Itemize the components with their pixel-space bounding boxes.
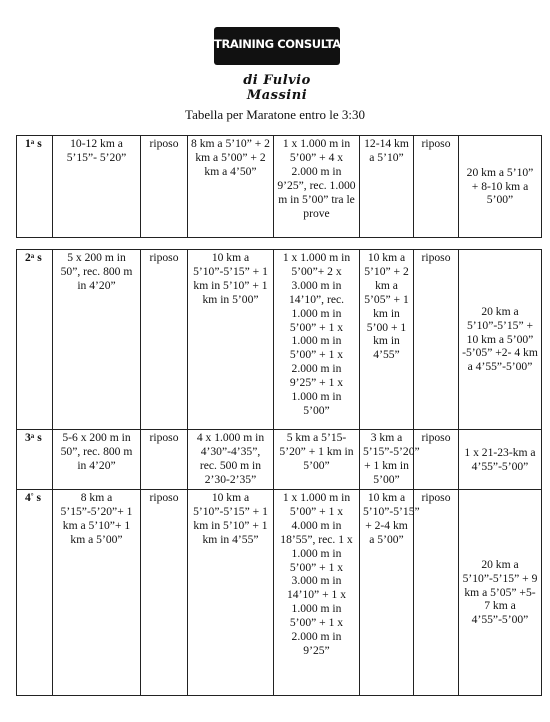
- day-1-cell: 8 km a 5’15”-5’20”+ 1 km a 5’10”+ 1 km a 5’00”: [53, 490, 141, 696]
- day-1-cell: 5-6 x 200 m in 50”, rec. 800 m in 4’20”: [53, 430, 141, 490]
- table-row: [17, 136, 542, 238]
- week-label: 1$^a$ s: [17, 136, 53, 238]
- week-label: 2$^a$ s: [17, 250, 53, 430]
- day-4-cell: 5 km a 5’15-5’20” + 1 km in 5’00”: [274, 430, 360, 490]
- day-3-cell: 10 km a 5’10”-5’15” + 1 km in 5’10” + 1 km in 4’55”: [188, 490, 274, 696]
- day-2-cell: riposo: [141, 430, 188, 490]
- day-5-cell: 3 km a 5’15”-5’20” + 1 km in 5’00”: [360, 430, 414, 490]
- day-6-cell: riposo: [414, 136, 459, 238]
- day-7-cell: 20 km a 5’10”-5’15” + 9 km a 5’05” +5- 7 km a 4’55”-5’00”: [459, 490, 542, 696]
- table-row: [17, 490, 542, 696]
- day-5-cell: 10 km a 5’10”-5’15” + 2-4 km a 5’00”: [360, 490, 414, 696]
- weeks-2-4-table: [16, 249, 542, 696]
- day-6-cell: riposo: [414, 250, 459, 430]
- logo-brand: TRAINING CONSULTANT: [214, 37, 358, 51]
- table-row: [17, 430, 542, 490]
- day-6-cell: riposo: [414, 490, 459, 696]
- day-7-cell: 1 x 21-23-km a 4’55”-5’00”: [459, 430, 542, 490]
- day-2-cell: riposo: [141, 490, 188, 696]
- day-7-cell: 20 km a 5’10”-5’15” + 10 km a 5’00” -5’05” +2- 4 km a 4’55”-5’00”: [459, 250, 542, 430]
- day-5-cell: 10 km a 5’10” + 2 km a 5’05” + 1 km in 5’00 + 1 km in 4’55”: [360, 250, 414, 430]
- day-7-cell: 20 km a 5’10” + 8-10 km a 5’00”: [459, 136, 542, 238]
- day-2-cell: riposo: [141, 136, 188, 238]
- page-title: Tabella per Maratone entro le 3:30: [185, 107, 365, 122]
- week-label: 3$^a$ s: [17, 430, 53, 490]
- table-row: [17, 250, 542, 430]
- logo: [214, 27, 358, 103]
- week-label: 4° s: [17, 490, 53, 696]
- day-3-cell: 10 km a 5’10”-5’15” + 1 km in 5’10” + 1 km in 5’00”: [188, 250, 274, 430]
- day-4-cell: 1 x 1.000 m in 5’00” + 1 x 4.000 m in 18’55”, rec. 1 x 1.000 m in 5’00” + 1 x 3.000 m in 14’10” + 1 x 1.000 m in 5’00” + 1 x 2.000 m in 9’25”: [274, 490, 360, 696]
- day-6-cell: riposo: [414, 430, 459, 490]
- logo-banner: [214, 27, 358, 65]
- day-2-cell: riposo: [141, 250, 188, 430]
- logo-byline: di Fulvio Massini: [243, 73, 311, 103]
- day-3-cell: 8 km a 5’10” + 2 km a 5’00” + 2 km a 4’50”: [188, 136, 274, 238]
- day-3-cell: 4 x 1.000 m in 4’30”-4’35”, rec. 500 m in 2’30-2’35”: [188, 430, 274, 490]
- day-4-cell: 1 x 1.000 m in 5’00” + 4 x 2.000 m in 9’25”, rec. 1.000 m in 5’00” tra le prove: [274, 136, 360, 238]
- day-1-cell: 5 x 200 m in 50”, rec. 800 m in 4’20”: [53, 250, 141, 430]
- day-5-cell: 12-14 km a 5’10”: [360, 136, 414, 238]
- day-4-cell: 1 x 1.000 m in 5’00”+ 2 x 3.000 m in 14’10”, rec. 1.000 m in 5’00” + 1 x 1.000 m in 5’00” + 1 x 2.000 m in 9’25” + 1 x 1.000 m in 5’00”: [274, 250, 360, 430]
- week-1-table: [16, 135, 542, 238]
- day-1-cell: 10-12 km a 5’15”- 5’20”: [53, 136, 141, 238]
